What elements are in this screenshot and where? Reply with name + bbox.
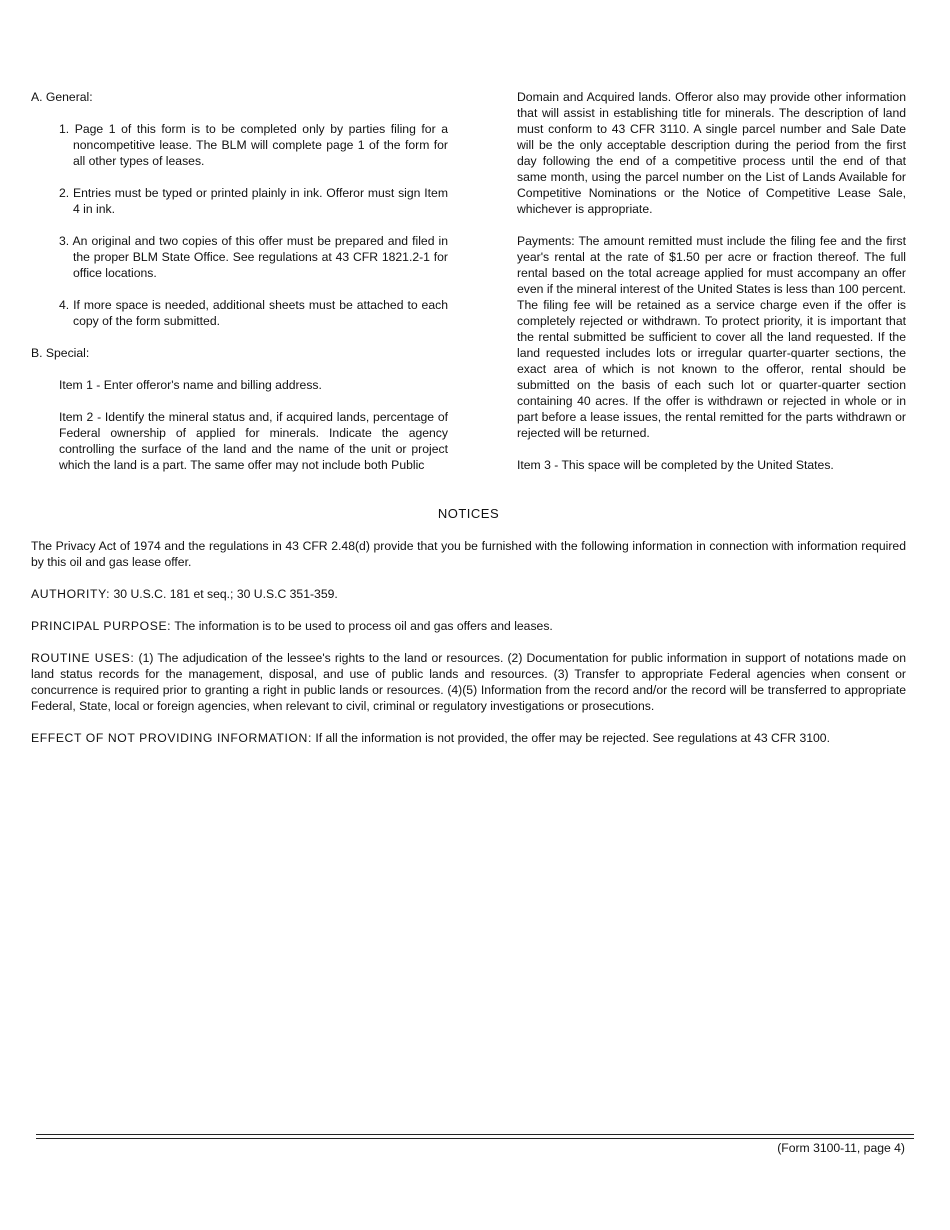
authority-paragraph xyxy=(31,586,906,602)
general-item-3: 3. An original and two copies of this offer must be prepared and filed in the proper BLM State Office. See regulations at 43 CFR 1821.2-1 for office locations. xyxy=(59,234,448,280)
principal-purpose-paragraph xyxy=(31,618,906,634)
general-item-4: 4. If more space is needed, additional sheets must be attached to each copy of the form submitted. xyxy=(59,298,448,328)
instructions-left-column xyxy=(31,89,448,489)
special-item-2-continued: Domain and Acquired lands. Offeror also may provide other information that will assist in establishing title for minerals. The description of land must conform to 43 CFR 3110. A single parcel number and Sale Date will be the only acceptable description during the period from the first day following the end of a competitive process until the end of that same month, using the parcel number on the List of Lands Available for Competitive Nominations or the Notice of Competitive Lease Sale, whichever is appropriate. xyxy=(517,90,906,216)
footer-divider-bottom xyxy=(36,1138,914,1139)
footer-divider-top xyxy=(36,1134,914,1135)
effect-text: If all the information is not provided, the offer may be rejected. See regulations at 43 CFR 3100. xyxy=(311,731,830,745)
routine-uses-label: ROUTINE USES: xyxy=(31,651,135,665)
routine-uses-text: (1) The adjudication of the lessee's rights to the land or resources. (2) Documentation for public information in support of notations made on land status records for the management, disposal, and use of public lands and resources. (3) Transfer to appropriate Federal agencies when consent or concurrence is required prior to granting a right in public lands or resources. (4)(5) Information from the record and/or the record will be transferred to appropriate Federal, State, local or foreign agencies, when relevant to civil, criminal or regulatory investigations or prosecutions. xyxy=(31,651,907,713)
special-heading: B. Special: xyxy=(31,346,90,360)
general-item-1: 1. Page 1 of this form is to be completed only by parties filing for a noncompetitive lease. The BLM will complete page 1 of the form for all other types of leases. xyxy=(59,122,448,168)
special-item-3: Item 3 - This space will be completed by the United States. xyxy=(517,458,834,472)
general-item-2: 2. Entries must be typed or printed plainly in ink. Offeror must sign Item 4 in ink. xyxy=(59,186,448,216)
effect-label: EFFECT OF NOT PROVIDING INFORMATION: xyxy=(31,731,312,745)
general-heading: A. General: xyxy=(31,90,93,104)
privacy-act-intro: The Privacy Act of 1974 and the regulations in 43 CFR 2.48(d) provide that you be furnished with the following information in connection with information required by this oil and gas lease offer. xyxy=(31,539,906,569)
notices-title: NOTICES xyxy=(437,506,500,521)
notices-section xyxy=(31,506,906,762)
special-item-2: Item 2 - Identify the mineral status and, if acquired lands, percentage of Federal ownership of applied for minerals. Indicate the agency controlling the surface of the land and the name of the unit or project which the land is a part. The same offer may not include both Public xyxy=(59,410,448,472)
payments-paragraph: Payments: The amount remitted must include the filing fee and the first year's rental at the rate of $1.50 per acre or fraction thereof. The full rental based on the total acreage applied for must accompany an offer even if the mineral interest of the United States is less than 100 percent. The filing fee will be retained as a service charge even if the offer is completely rejected or withdrawn. To protect priority, it is important that the rental submitted be sufficient to cover all the land requested. If the land requested includes lots or irregular quarter-quarter sections, the exact area of which is not known to the offeror, rental should be submitted on the basis of each such lot or quarter-quarter section containing 40 acres. If the offer is withdrawn or rejected in whole or in part before a lease issues, the rental remitted for the parts withdrawn or rejected will be returned. xyxy=(517,234,906,440)
principal-purpose-text: The information is to be used to process oil and gas offers and leases. xyxy=(171,619,553,633)
instructions-right-column xyxy=(517,89,906,489)
authority-text: 30 U.S.C. 181 et seq.; 30 U.S.C 351-359. xyxy=(110,587,338,601)
authority-label: AUTHORITY: xyxy=(31,587,111,601)
special-item-1: Item 1 - Enter offeror's name and billing address. xyxy=(59,378,322,392)
routine-uses-paragraph xyxy=(31,650,906,714)
form-page-label: (Form 3100-11, page 4) xyxy=(777,1141,905,1155)
principal-purpose-label: PRINCIPAL PURPOSE: xyxy=(31,619,172,633)
effect-paragraph xyxy=(31,730,906,746)
